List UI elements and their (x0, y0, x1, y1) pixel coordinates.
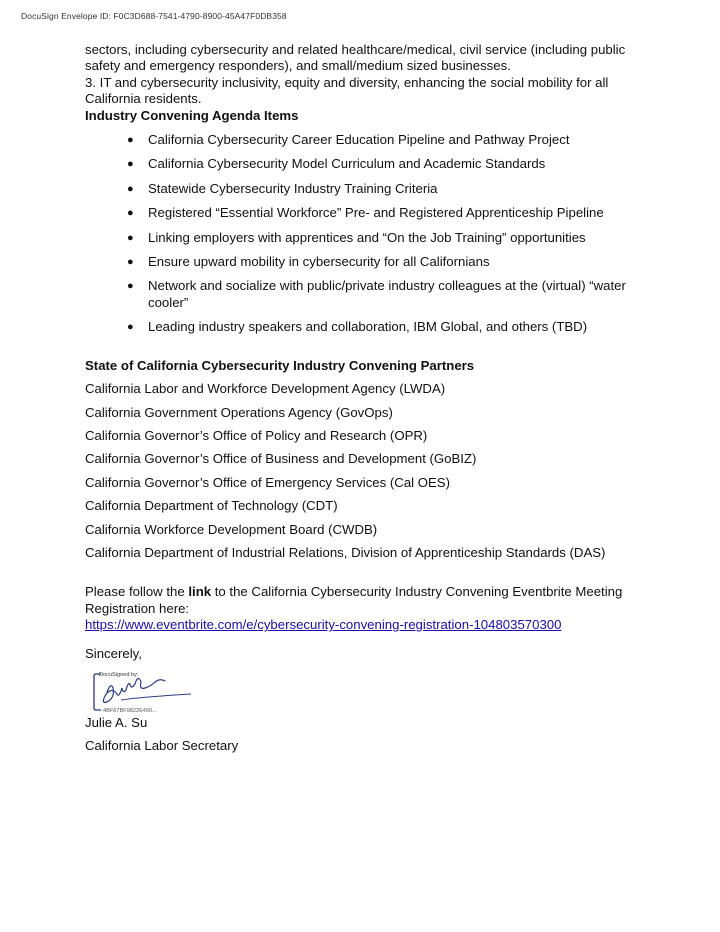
agenda-item-text: Network and socialize with public/private industry colleagues at the (virtual) “water cooler” (148, 278, 626, 310)
intro-item-3: 3. IT and cybersecurity inclusivity, equity and diversity, enhancing the social mobility for all California residents. (85, 74, 609, 107)
partner-item: California Government Operations Agency (GovOps) (85, 404, 393, 420)
signer-title: California Labor Secretary (85, 738, 239, 754)
partner-item: California Labor and Workforce Development Agency (LWDA) (85, 381, 446, 397)
intro-paragraph: sectors, including cybersecurity and related healthcare/medical, civil service (including public safety and emergency responders), and small/medium sized businesses. (85, 42, 626, 74)
partner-item: California Department of Industrial Relations, Division of Apprenticeship Standards (DAS) (85, 544, 606, 560)
agenda-item (127, 132, 645, 148)
partner-item: California Governor’s Office of Emergency Services (Cal OES) (85, 474, 450, 490)
signature-stamp-icon (93, 670, 223, 714)
bullet-icon: ● (127, 158, 134, 171)
registration-paragraph (85, 584, 645, 633)
agenda-item-text: Leading industry speakers and collaboration, IBM Global, and others (TBD) (148, 319, 588, 335)
partner-item: California Governor’s Office of Policy and Research (OPR) (85, 427, 428, 443)
agenda-item (127, 156, 645, 172)
agenda-item (127, 205, 645, 221)
agenda-item (127, 319, 645, 335)
registration-link[interactable]: https://www.eventbrite.com/e/cybersecurity-convening-registration-104803570300 (85, 617, 562, 633)
agenda-item-text: California Cybersecurity Model Curriculum and Academic Standards (148, 156, 546, 172)
agenda-item-text: Linking employers with apprentices and “On the Job Training” opportunities (148, 229, 586, 245)
bullet-icon: ● (127, 231, 134, 244)
letter-body (85, 42, 645, 755)
bullet-icon: ● (127, 207, 134, 220)
agenda-item-text: California Cybersecurity Career Education Pipeline and Pathway Project (148, 132, 570, 148)
bullet-icon: ● (127, 182, 134, 195)
bullet-icon: ● (127, 134, 134, 147)
agenda-item (127, 229, 645, 246)
bullet-icon: ● (127, 256, 134, 269)
agenda-item (127, 180, 645, 197)
partner-item: California Workforce Development Board (CWDB) (85, 521, 378, 537)
stamp-id: 4BF67BF9822E490... (103, 707, 157, 714)
agenda-item-text: Ensure upward mobility in cybersecurity for all Californians (148, 254, 490, 270)
stamp-label: DocuSigned by: (99, 671, 139, 678)
agenda-item-text: Statewide Cybersecurity Industry Training Criteria (148, 180, 438, 196)
docusign-signature-block (93, 670, 223, 714)
agenda-heading: Industry Convening Agenda Items (85, 107, 299, 123)
partners-heading: State of California Cybersecurity Industry Convening Partners (85, 357, 475, 373)
registration-link-word[interactable]: link (188, 584, 212, 600)
agenda-item (127, 254, 645, 270)
bullet-icon: ● (127, 280, 134, 293)
partner-item: California Governor’s Office of Business and Development (GoBIZ) (85, 451, 477, 467)
signer-name: Julie A. Su (85, 714, 148, 730)
partner-item: California Department of Technology (CDT) (85, 498, 338, 514)
docusign-envelope-id: DocuSign Envelope ID: F0C3D688-7541-4790-8900-45A47F0DB358 (21, 11, 287, 21)
agenda-item (127, 278, 645, 311)
bullet-icon: ● (127, 321, 134, 334)
agenda-item-text: Registered “Essential Workforce” Pre- and Registered Apprenticeship Pipeline (148, 205, 604, 221)
registration-suffix: to the California Cybersecurity Industry Convening Eventbrite Meeting Registration here: (85, 584, 623, 616)
registration-prefix: Please follow the (85, 584, 189, 600)
closing-salutation: Sincerely, (85, 645, 142, 661)
agenda-list (85, 132, 645, 336)
